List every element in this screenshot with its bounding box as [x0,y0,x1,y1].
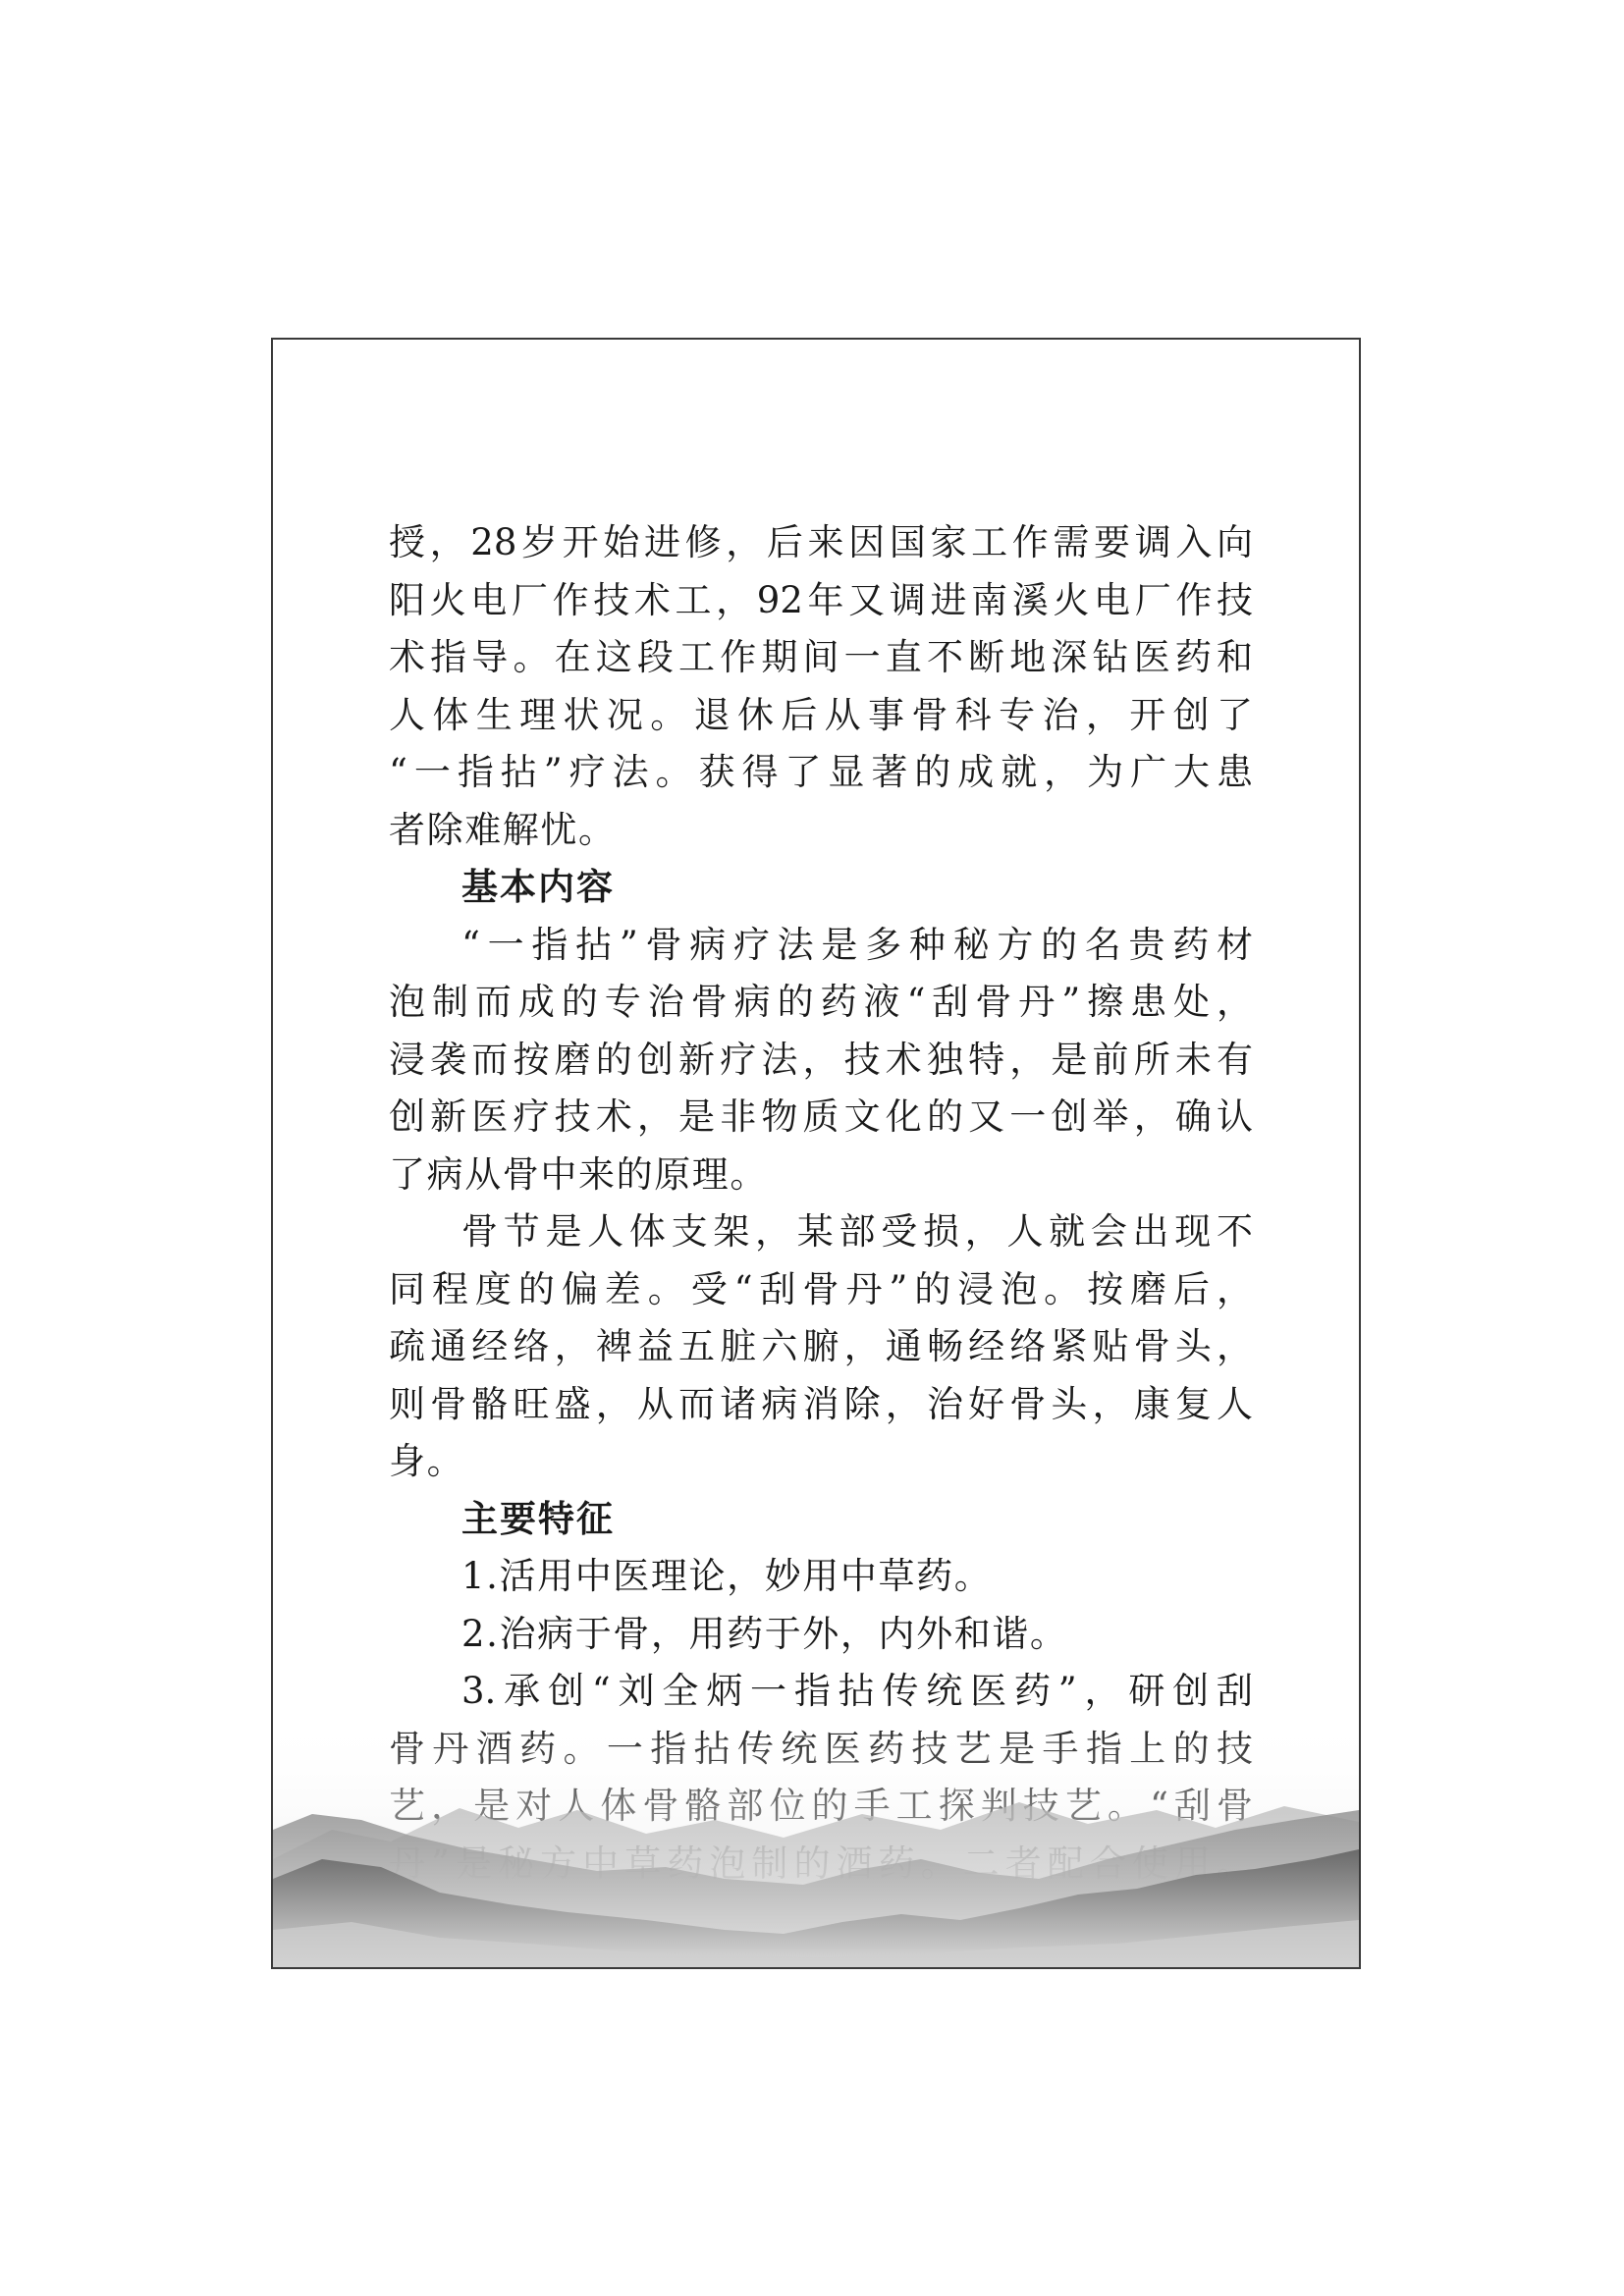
page-frame [271,338,1361,1969]
text-line: “一指拈”骨病疗法是多种秘方的名贵药材 [461,923,1253,966]
text-line: 阳火电厂作技术工，92年又调进南溪火电厂作技 [389,578,1253,621]
text-line: 同程度的偏差。受“刮骨丹”的浸泡。按磨后， [389,1267,1253,1310]
text-line: 疏通经络，裨益五脏六腑，通畅经络紧贴骨头， [389,1325,1253,1367]
text-line: 者除难解忧。 [389,808,617,851]
feature-item-1: 1.活用中医理论，妙用中草药。 [461,1555,993,1597]
section-heading-features: 主要特征 [461,1497,615,1540]
text-line: 人体生理状况。退休后从事骨科专治，开创了 [389,693,1253,736]
text-line: 创新医疗技术，是非物质文化的又一创举，确认 [389,1095,1253,1138]
text-line: 授，28岁开始进修，后来因国家工作需要调入向 [389,521,1253,563]
text-line: 浸袭而按磨的创新疗法，技术独特，是前所未有 [389,1038,1253,1081]
text-line: 3.承创“刘全炳一指拈传统医药”，研创刮 [461,1670,1253,1712]
text-line: “一指拈”疗法。获得了显著的成就，为广大患 [389,751,1253,793]
page-content [389,514,1253,1893]
mountain-landscape-image [273,1712,1359,1967]
text-line: 泡制而成的专治骨病的药液“刮骨丹”擦患处， [389,981,1253,1023]
intro-paragraph [389,514,1253,859]
text-line: 则骨骼旺盛，从而诸病消除，治好骨头，康复人 [389,1382,1253,1425]
text-line: 术指导。在这段工作期间一直不断地深钻医药和 [389,636,1253,678]
section-heading-basic: 基本内容 [461,866,615,908]
feature-item-2: 2.治病于骨，用药于外，内外和谐。 [461,1612,1068,1655]
text-line: 了病从骨中来的原理。 [389,1152,768,1196]
text-line: 骨节是人体支架，某部受损，人就会出现不 [461,1210,1253,1253]
basic-paragraph-2 [389,1203,1253,1491]
text-line: 身。 [389,1440,465,1482]
basic-paragraph-1 [389,917,1253,1204]
